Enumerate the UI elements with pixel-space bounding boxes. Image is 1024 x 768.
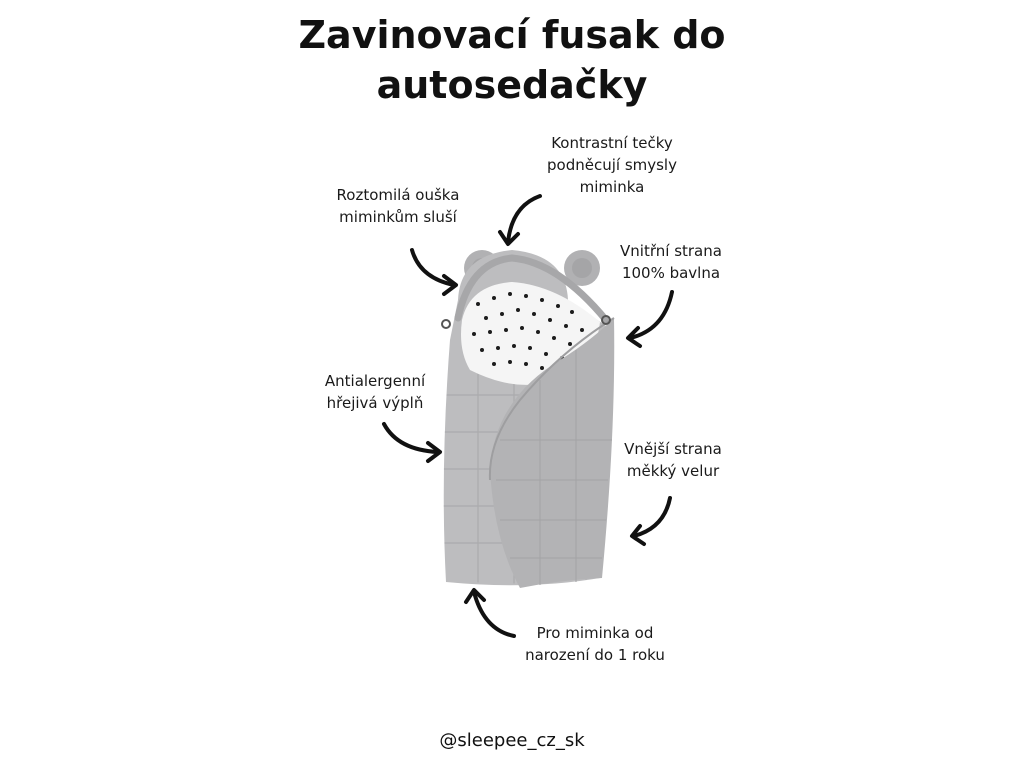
annotation-line: narození do 1 roku <box>525 646 665 664</box>
annotation-line: Vnitřní strana <box>620 242 722 260</box>
annotation-line: miminkům sluší <box>339 208 457 226</box>
annotation-line: Kontrastní tečky <box>551 134 673 152</box>
title-line-2: autosedačky <box>376 63 648 107</box>
arrow-icon <box>500 196 540 244</box>
annotation-filling <box>300 370 450 414</box>
arrow-icon <box>632 498 670 544</box>
arrow-icon <box>466 590 514 636</box>
annotation-line: hřejivá výplň <box>326 394 424 412</box>
annotation-line: Antialergenní <box>324 372 426 390</box>
annotation-line: 100% bavlna <box>621 264 721 282</box>
annotation-line: miminka <box>579 178 645 196</box>
annotation-inner-side <box>596 240 746 284</box>
arrow-icon <box>412 250 456 294</box>
arrow-icon <box>628 292 672 346</box>
annotation-ears <box>318 184 478 228</box>
annotation-line: Pro miminka od <box>536 624 654 642</box>
annotation-age <box>510 622 680 666</box>
annotation-line: Roztomilá ouška <box>336 186 460 204</box>
title-line-1: Zavinovací fusak do <box>298 13 726 57</box>
annotation-line: měkký velur <box>626 462 720 480</box>
annotation-contrast-dots <box>522 132 702 198</box>
annotation-outer-side <box>598 438 748 482</box>
annotation-line: Vnější strana <box>624 440 722 458</box>
toggle-left-icon <box>442 320 450 328</box>
social-handle: @sleepee_cz_sk <box>439 730 585 751</box>
arrow-icon <box>384 424 440 461</box>
annotation-line: podněcují smysly <box>547 156 677 174</box>
